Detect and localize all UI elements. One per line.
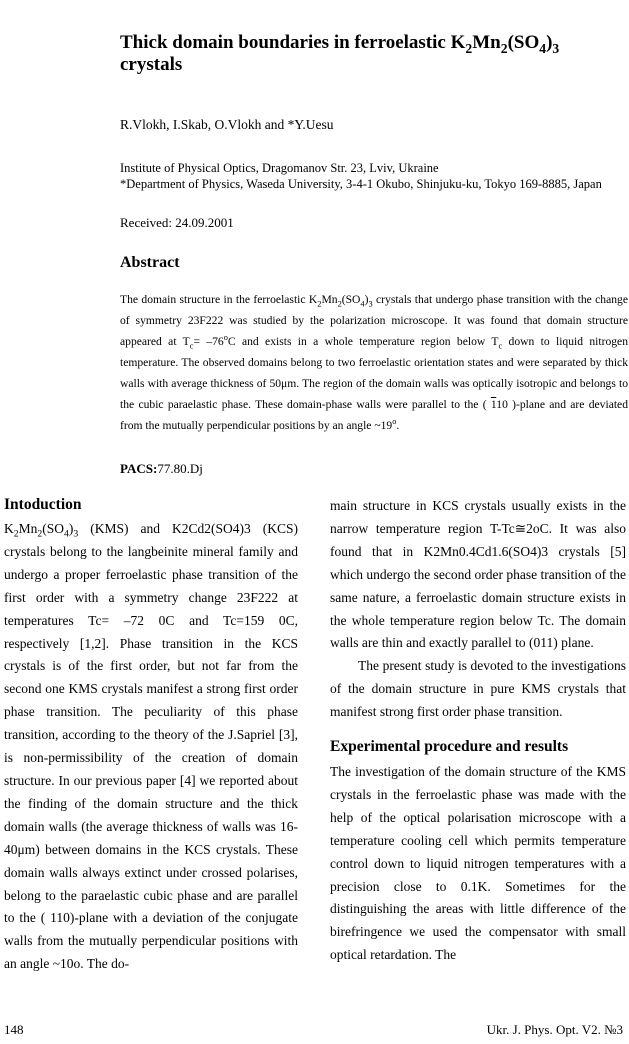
pacs <box>120 461 203 477</box>
right-paragraph-2: The present study is devoted to the investigations of the domain structure in pure KMS crystals that manifest strong first order phase transition. <box>330 658 626 720</box>
affiliations <box>120 160 620 192</box>
page-number: 148 <box>4 1022 24 1037</box>
pacs-value: 77.80.Dj <box>157 461 203 476</box>
abstract-text: The domain structure in the ferroelastic $K_2Mn_2(SO_4)_3$ crystals that undergo phase transition with the change of symmetry 23F222 was studied by the polarization microscope. It was found that domain structure appeared at $T_c= -76^oC$ and exists in a whole temperature region below $T_c$ down to liquid nitrogen temperature. The observed domains belong to two ferroelastic orientation states and were separated by thick walls with average thickness of 50μm. The region of the domain walls was optically isotropic and belongs to the cubic paraelastic phase. These domain-phase walls were parallel to the ( 110 )-plane and are deviated from the mutually perpendicular positions by an angle ~19$^o$. <box>120 293 628 432</box>
intro-heading: Intoduction <box>4 496 82 513</box>
experimental-heading: Experimental procedure and results <box>330 738 569 756</box>
abstract-heading: Abstract <box>120 254 180 271</box>
authors: R.Vlokh, I.Skab, O.Vlokh and *Y.Uesu <box>120 117 334 132</box>
intro-paragraph: $K_2Mn_2(SO_4)_3$ (KMS) and K2Cd2(SO4)3 (KCS) crystals belong to the langbeinite mineral family and undergo a proper ferroelastic phase transition of the first order with a symmetry change 23F222 at temperatures Tc= –72 0C and Tc=159 0C, respectively [1,2]. Phase transition in the KCS crystals is of the first order, but not far from the second one KMS crystals manifest a strong first order phase transition. The peculiarity of this phase transition, according to the theory of the J.Sapriel [3], is non-permissibility of the creation of domain structure. In our previous paper [4] we reported about the finding of the domain structure and the thick domain walls (the average thickness of walls was 16-40μm) between domains in the KCS crystals. These domain walls always extinct under crossed polarises, belong to the paraelastic cubic phase and are parallel to the ( 110)-plane with a deviation of the conjugate walls from the mutually perpendicular positions with an angle ~10o. The do- <box>4 521 299 972</box>
right-paragraph-1: main structure in KCS crystals usually exists in the narrow temperature region T-Tc≅2oC. It was also found that in K2Mn0.4Cd1.6(SO4)3 crystals [5] which undergo the second order phase transition of the same nature, a ferroelastic domain structure exists in the whole temperature region below Tc. The domain walls are thin and exactly parallel to (011) plane. <box>330 498 626 651</box>
affiliation-1: Institute of Physical Optics, Dragomanov Str. 23, Lviv, Ukraine <box>120 161 439 175</box>
experimental-paragraph: The investigation of the domain structure of the KMS crystals in the ferroelastic phase was made with the help of the optical polarisation microscope with a temperature cooling cell which permits temperature control down to liquid nitrogen temperatures with a precision close to 0.1K. Sometimes for the distinguishing the areas with little difference of the birefringence we used the compensator with small optical retardation. The <box>330 763 626 963</box>
right-column <box>330 495 626 967</box>
journal-reference: Ukr. J. Phys. Opt. V2. №3 <box>486 1022 623 1037</box>
affiliation-2: *Department of Physics, Waseda University, 3-4-1 Okubo, Shinjuku-ku, Tokyo 169-8885, Japan <box>120 177 602 191</box>
paper-title: Thick domain boundaries in ferroelastic $K_2Mn_2(SO_4)_3$ crystals <box>120 32 560 75</box>
pacs-label: PACS: <box>120 461 158 476</box>
received-date: Received: 24.09.2001 <box>120 215 234 230</box>
